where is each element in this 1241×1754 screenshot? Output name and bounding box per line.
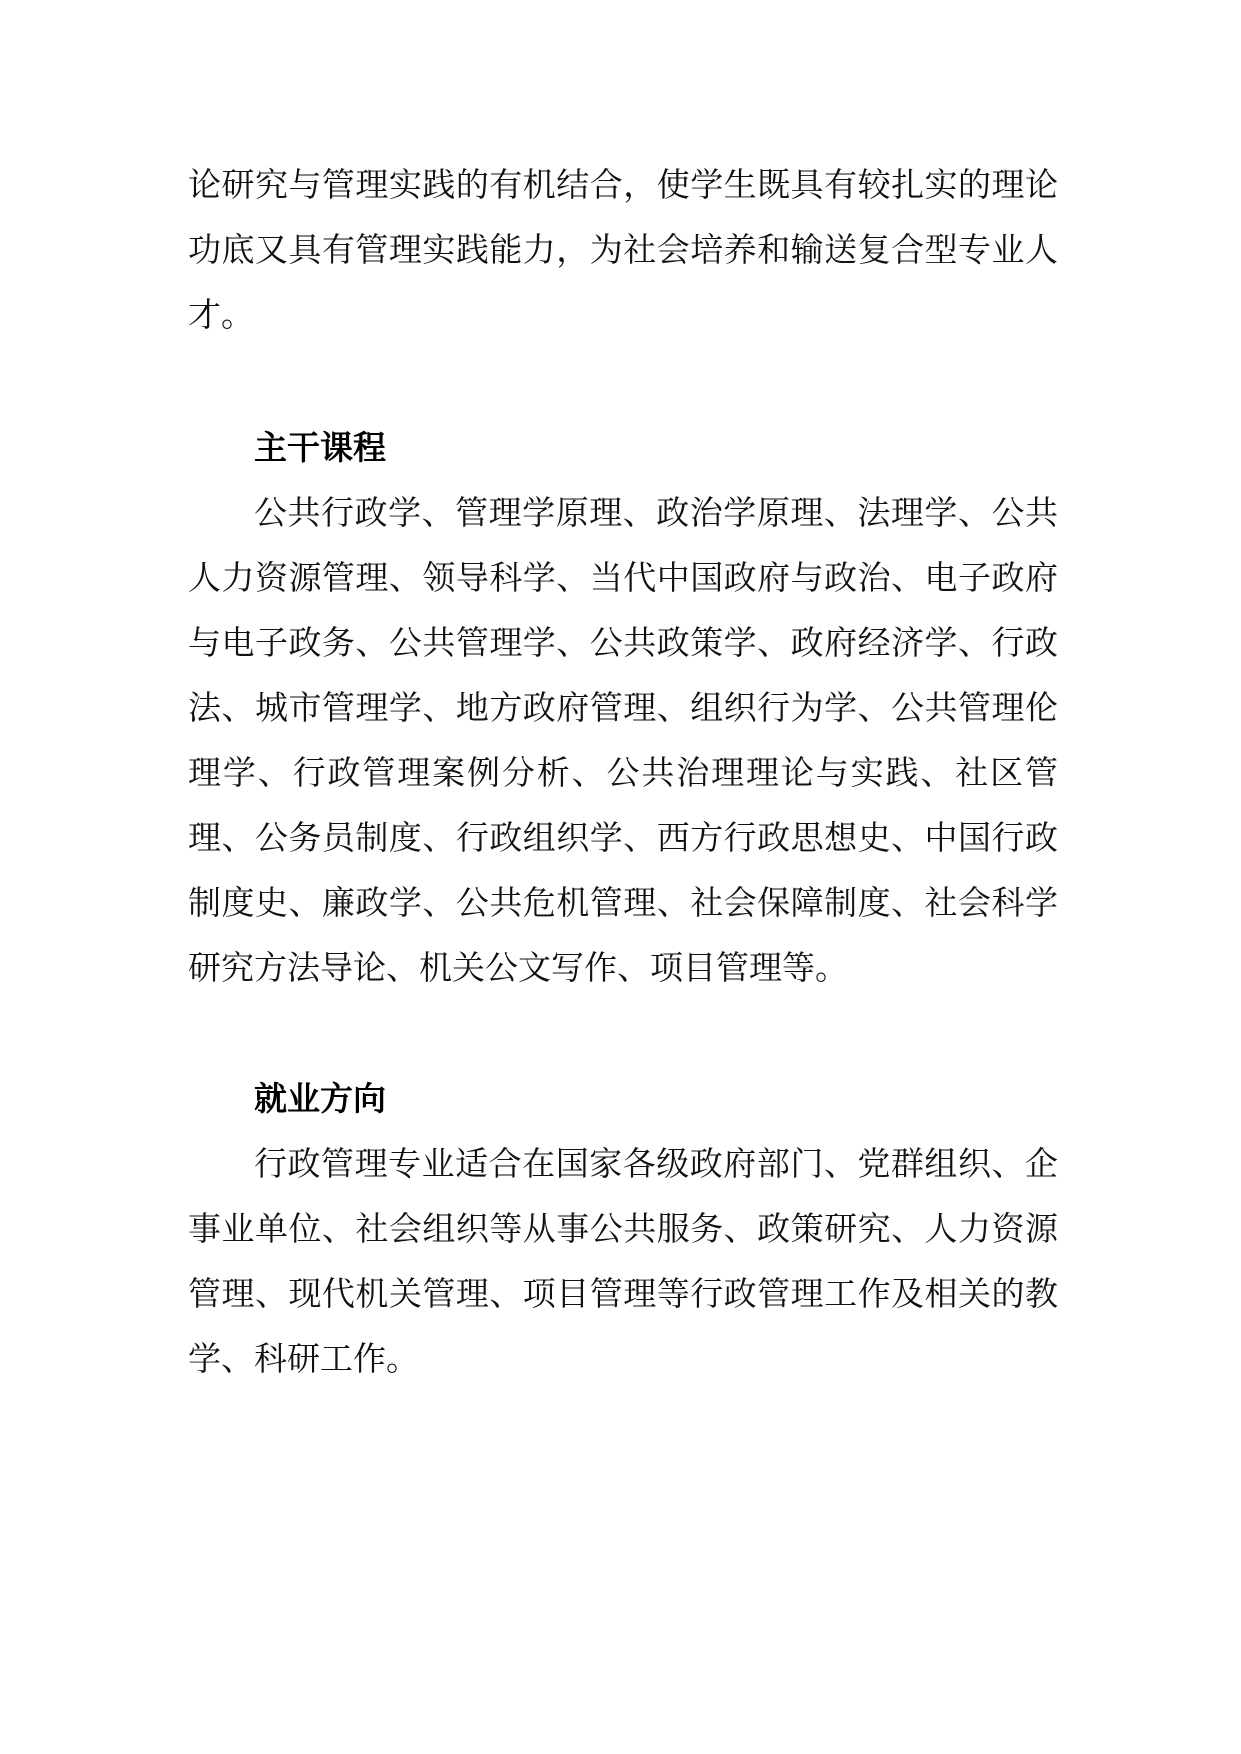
intro-paragraph: 论研究与管理实践的有机结合，使学生既具有较扎实的理论功底又具有管理实践能力，为社会培养和输送复合型专业人才。 [188, 165, 1058, 334]
career-section [188, 1131, 1058, 1391]
career-paragraph: 行政管理专业适合在国家各级政府部门、党群组织、企事业单位、社会组织等从事公共服务、政策研究、人力资源管理、现代机关管理、项目管理等行政管理工作及相关的教学、科研工作。 [188, 1144, 1058, 1378]
courses-heading: 主干课程 [254, 428, 386, 467]
courses-section [188, 480, 1058, 1000]
intro-section [188, 152, 1058, 347]
career-heading: 就业方向 [254, 1079, 386, 1118]
courses-paragraph: 公共行政学、管理学原理、政治学原理、法理学、公共人力资源管理、领导科学、当代中国政府与政治、电子政府与电子政务、公共管理学、公共政策学、政府经济学、行政法、城市管理学、地方政府管理、组织行为学、公共管理伦理学、行政管理案例分析、公共治理理论与实践、社区管理、公务员制度、行政组织学、西方行政思想史、中国行政制度史、廉政学、公共危机管理、社会保障制度、社会科学研究方法导论、机关公文写作、项目管理等。 [188, 493, 1058, 987]
